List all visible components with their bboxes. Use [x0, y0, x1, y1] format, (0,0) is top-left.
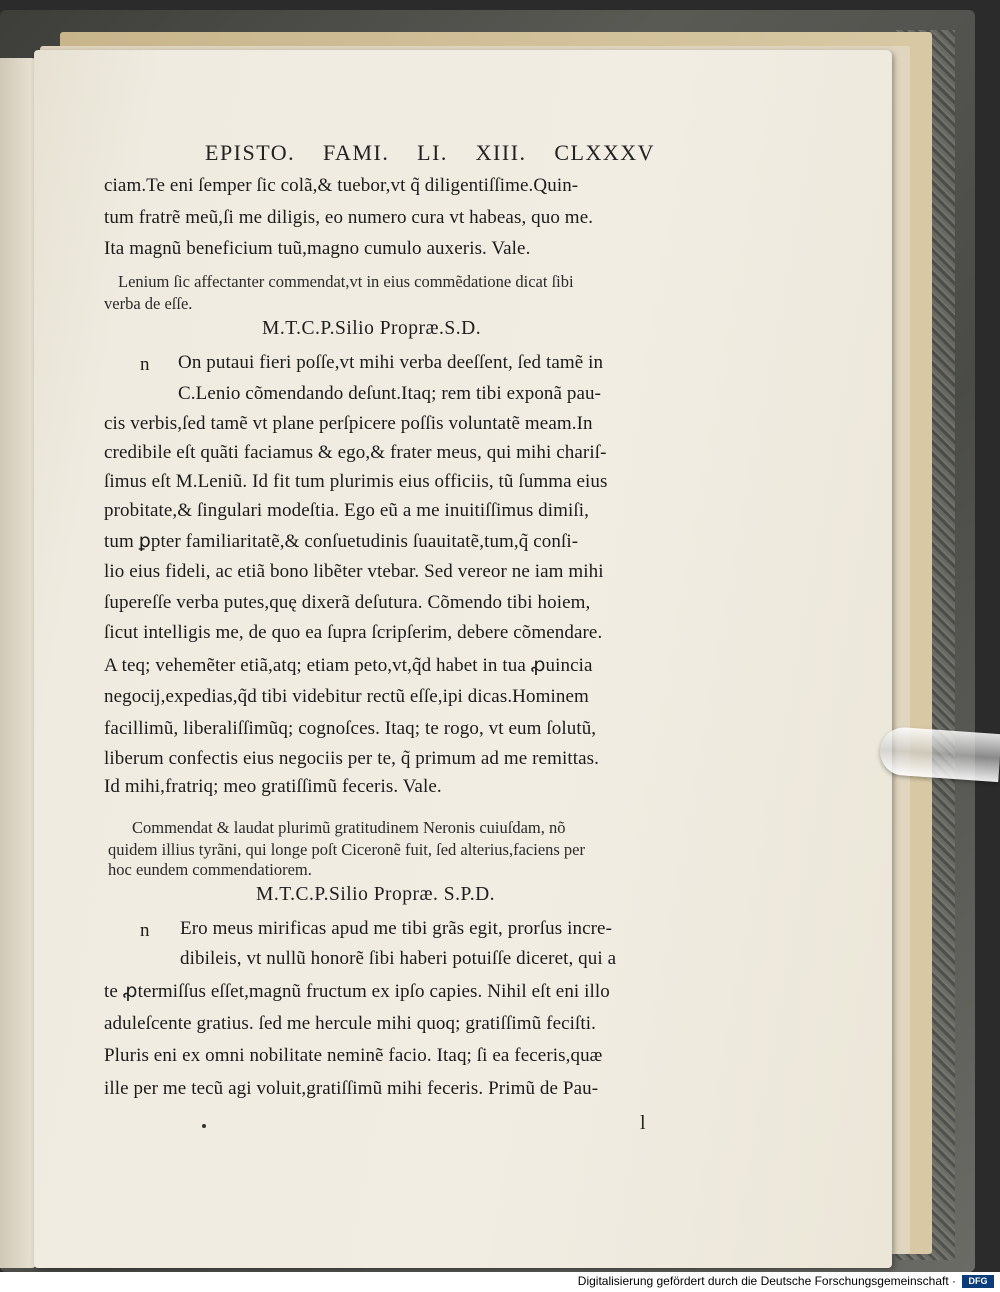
running-head-title: EPISTO. — [205, 140, 296, 165]
text-line: dibileis, vt nullũ honorẽ ſibi haberi potuiſſe diceret, qui a — [180, 948, 617, 969]
text-line: credibile eſt quãti faciamus & ego,& frater meus, qui mihi chariſ- — [104, 442, 607, 463]
initial-guide-letter-2: n — [140, 920, 150, 941]
text-line: tum fratrẽ meũ,ſi me diligis, eo numero cura vt habeas, quo me. — [104, 207, 594, 228]
text-line: Id mihi,fratriq; meo gratiſſimũ feceris. Vale. — [104, 776, 442, 797]
text-line: Ero meus mirificas apud me tibi grãs egit, prorſus incre- — [180, 918, 613, 939]
text-line: Ita magnũ beneficium tuũ,magno cumulo auxeris. Vale. — [104, 238, 531, 259]
text-line: lio eius fideli, ac etiã bono libẽter vtebar. Sed vereor ne iam mihi — [104, 561, 604, 582]
glass-page-holder — [878, 726, 1000, 782]
initial-guide-letter-1: n — [140, 354, 150, 375]
note-line: quidem illius tyrãni, qui longe poſt Ciceronẽ fuit, ſed alterius,faciens per — [108, 840, 586, 859]
text-line: te ꝓtermiſſus eſſet,magnũ fructum ex ipſo capies. Nihil eſt eni illo — [104, 981, 610, 1002]
letter-heading-1: M.T.C.P.Silio Propræ.S.D. — [262, 318, 482, 339]
text-line: ſicut intelligis me, de quo ea ſupra ſcripſerim, debere cõmendare. — [104, 622, 603, 643]
running-head-book: XIII. — [475, 140, 527, 165]
running-head — [205, 140, 655, 166]
text-line: tum ꝑpter familiaritatẽ,& conſuetudinis ſuauitatẽ,tum,q̃ conſi- — [104, 531, 579, 552]
signature-mark: l — [640, 1112, 646, 1134]
text-line: facillimũ, liberaliſſimũq; cognoſces. Itaq; te rogo, vt eum ſolutũ, — [104, 718, 597, 739]
footer-bar — [0, 1272, 1000, 1292]
facing-page-edge — [0, 58, 36, 1268]
text-line: ciam.Te eni ſemper ſic colã,& tuebor,vt q̃ diligentiſſime.Quin- — [104, 175, 579, 196]
text-line: A teq; vehemẽter etiã,atq; etiam peto,vt,q̃d habet in tua ꝓuincia — [104, 655, 593, 676]
note-line: verba de eſſe. — [104, 294, 193, 313]
note-line: Lenium ſic affectanter commendat,vt in eius commẽdatione dicat ſibi — [118, 272, 574, 291]
dfg-logo: DFG — [962, 1275, 994, 1288]
text-line: liberum confectis eius negociis per te, q̃ primum ad me remittas. — [104, 748, 599, 769]
text-line: ſupereſſe verba putes,quę dixerã deſutura. Cõmendo tibi hoiem, — [104, 592, 591, 613]
running-head-li: LI. — [417, 140, 448, 165]
text-line: ſimus eſt M.Leniũ. Id fit tum plurimis eius officiis, tũ ſumma eius — [104, 471, 608, 492]
text-line: Pluris eni ex omni nobilitate neminẽ facio. Itaq; ſi ea feceris,quæ — [104, 1045, 603, 1066]
text-line: cis verbis,ſed tamẽ vt plane perſpicere poſſis voluntatẽ meam.In — [104, 413, 593, 434]
letter-heading-2: M.T.C.P.Silio Propræ. S.P.D. — [256, 884, 496, 905]
running-head-fami: FAMI. — [322, 140, 390, 165]
text-line: On putaui fieri poſſe,vt mihi verba deeſſent, ſed tamẽ in — [178, 352, 604, 373]
text-line: negocij,expedias,q̃d tibi videbitur rectũ eſſe,ipi dicas.Hominem — [104, 686, 589, 707]
ink-speck — [202, 1124, 206, 1128]
text-line: C.Lenio cõmendando deſunt.Itaq; rem tibi exponã pau- — [178, 383, 602, 404]
note-line: hoc eundem commendatiorem. — [108, 860, 312, 879]
note-line: Commendat & laudat plurimũ gratitudinem Neronis cuiuſdam, nõ — [132, 818, 566, 837]
text-line: probitate,& ſingulari modeſtia. Ego eũ a me inuitiſſimus dimiſi, — [104, 500, 590, 521]
funding-credit: Digitalisierung gefördert durch die Deutsche Forschungsgemeinschaft · — [577, 1274, 956, 1288]
text-line: aduleſcente gratius. ſed me hercule mihi quoq; gratiſſimũ feciſti. — [104, 1013, 596, 1034]
text-line: ille per me tecũ agi voluit,gratiſſimũ mihi feceris. Primũ de Pau- — [104, 1078, 599, 1099]
folio-number: CLXXXV — [554, 140, 655, 165]
